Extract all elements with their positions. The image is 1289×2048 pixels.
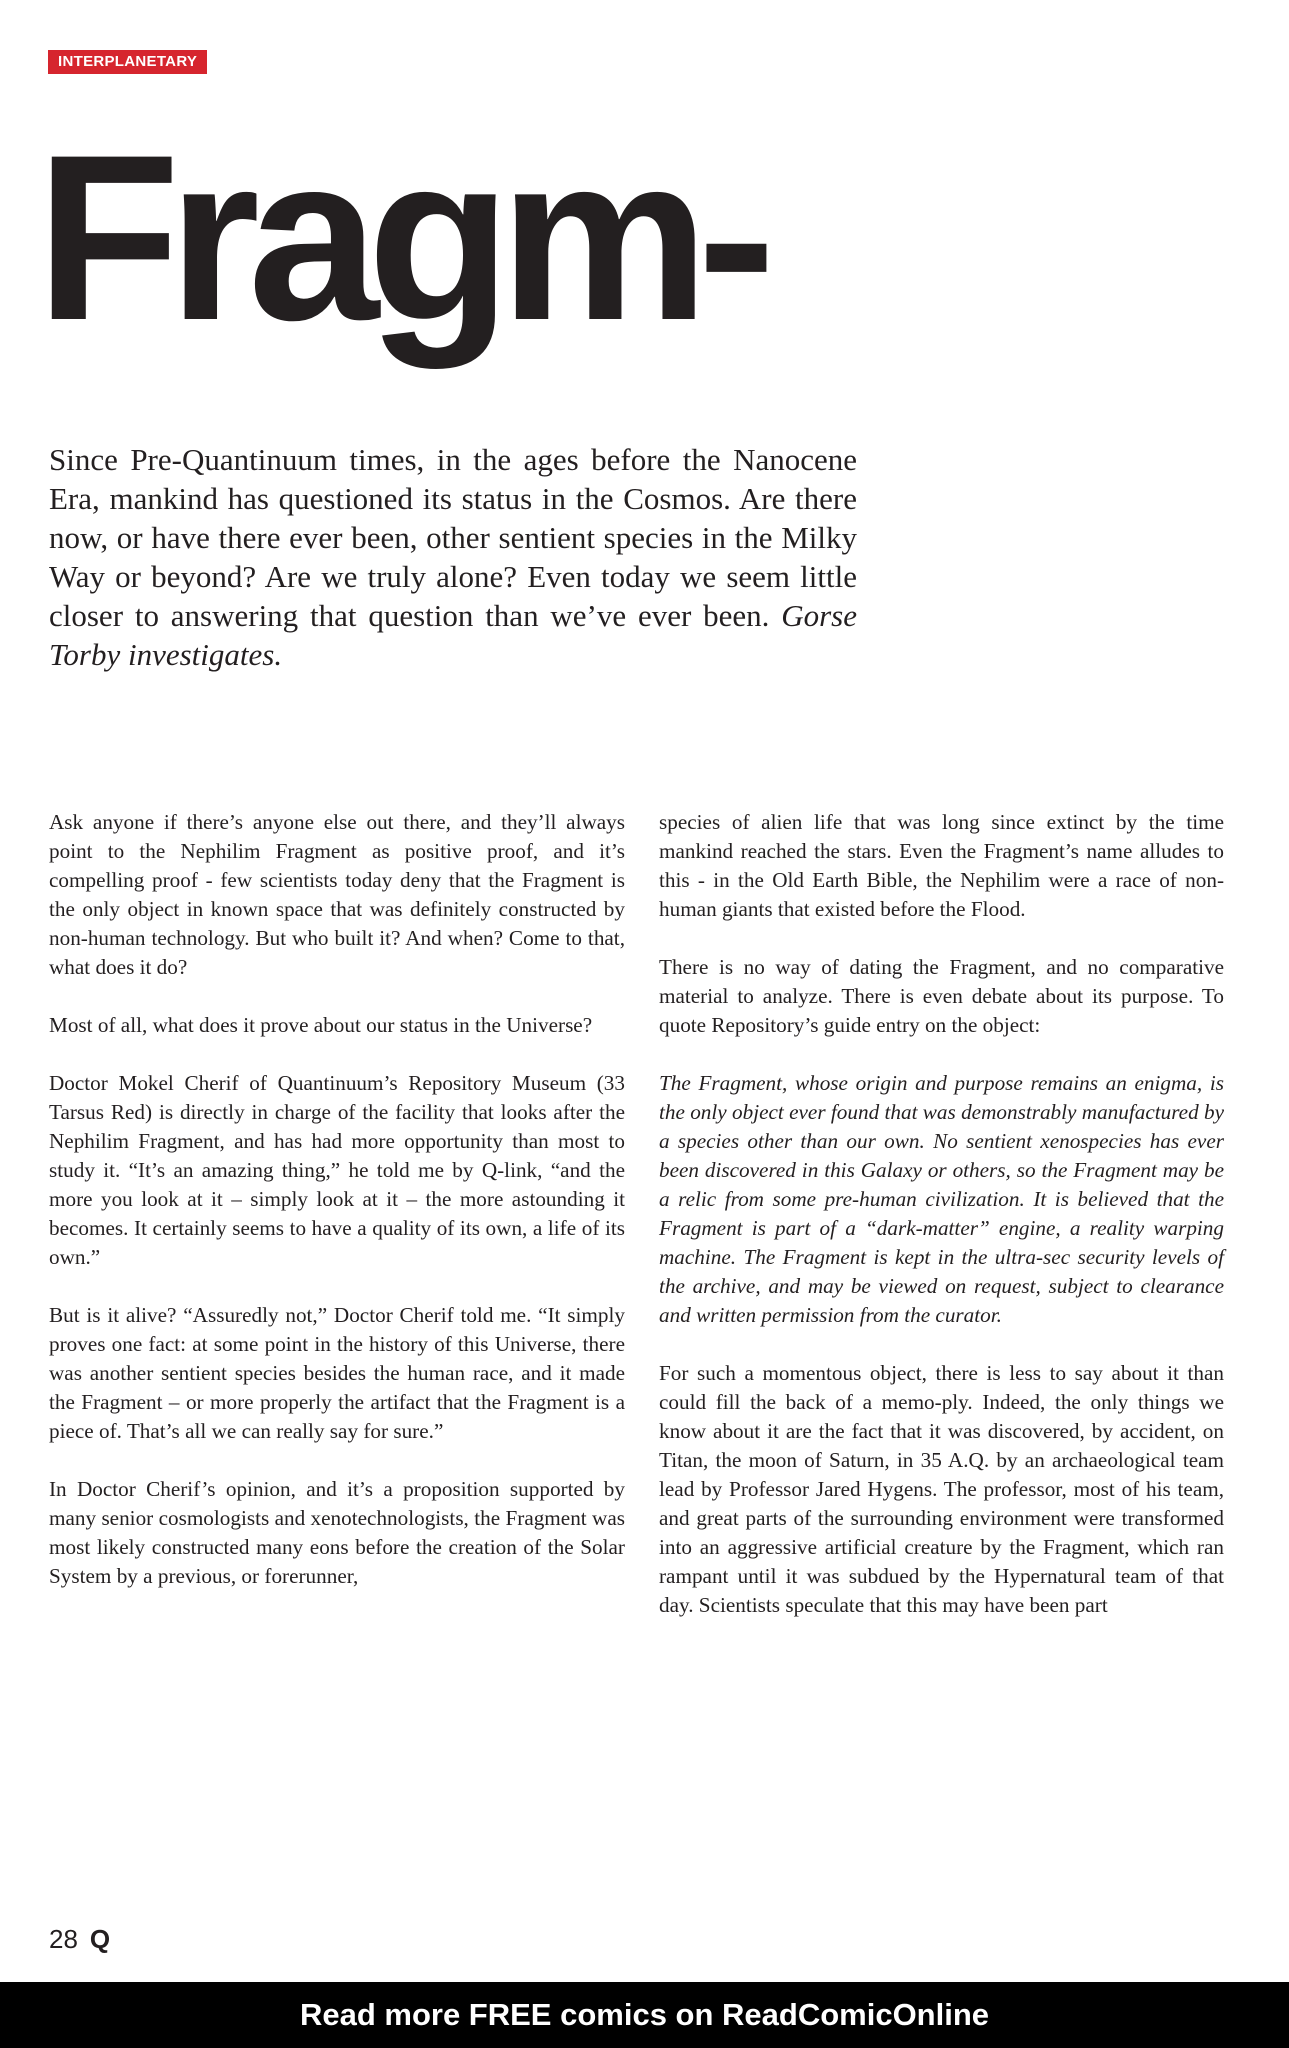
standfirst-text: Since Pre-Quantinuum times, in the ages before the Nanocene Era, mankind has questioned its status in the Cosmos. Are there now, or have there ever been, other sentient species in the Milky Way or beyond? Are we truly alone? Even today we seem little closer to answering that question than we’ve ever been. xyxy=(49,442,857,633)
article-column-left xyxy=(49,808,625,1620)
paragraph: Doctor Mokel Cherif of Quantinuum’s Repository Museum (33 Tarsus Red) is directly in charge of the facility that looks after the Nephilim Fragment, and has had more opportunity than most to study it. “It’s an amazing thing,” he told me by Q-link, “and the more you look at it – simply look at it – the more astounding it becomes. It certainly seems to have a quality of its own, a life of its own.” xyxy=(49,1071,625,1269)
paragraph: There is no way of dating the Fragment, and no comparative material to analyze. There is even debate about its purpose. To quote Repository’s guide entry on the object: xyxy=(659,955,1224,1037)
page-footer xyxy=(49,1922,110,1956)
page-number: 28 xyxy=(49,1924,78,1954)
paragraph: For such a momentous object, there is less to say about it than could fill the back of a memo-ply. Indeed, the only things we know about it are the fact that it was discovered, by accident, on Titan, the moon of Saturn, in 35 A.Q. by an archaeological team lead by Professor Jared Hygens. The professor, most of his team, and great parts of the surrounding environment were transformed into an aggressive artificial creature by the Fragment, which ran rampant until it was subdued by the Hypernatural team of that day. Scientists speculate that this may have been part xyxy=(659,1361,1224,1617)
magazine-logo: Q xyxy=(89,1924,111,1954)
standfirst xyxy=(49,440,857,674)
paragraph: species of alien life that was long since extinct by the time mankind reached the stars. Even the Fragment’s name alludes to this - in the Old Earth Bible, the Nephilim were a race of non-human giants that existed before the Flood. xyxy=(659,810,1224,921)
paragraph: Ask anyone if there’s anyone else out there, and they’ll always point to the Nephilim Fragment as positive proof, and it’s compelling proof - few scientists today deny that the Fragment is the only object in known space that was definitely constructed by non-human technology. But who built it? And when? Come to that, what does it do? xyxy=(49,810,625,979)
section-tag: INTERPLANETARY xyxy=(48,50,207,74)
paragraph: But is it alive? “Assuredly not,” Doctor Cherif told me. “It simply proves one fact: at some point in the history of this Universe, there was another sentient species besides the human race, and it made the Fragment – or more properly the artifact that the Fragment is a piece of. That’s all we can really say for sure.” xyxy=(49,1303,625,1443)
paragraph: Most of all, what does it prove about our status in the Universe? xyxy=(49,1013,593,1037)
guide-entry-quote: The Fragment, whose origin and purpose remains an enigma, is the only object ever found that was demonstrably manufactured by a species other than our own. No sentient xenospecies has ever been discovered in this Galaxy or others, so the Fragment may be a relic from some pre-human civilization. It is believed that the Fragment is part of a “dark-matter” engine, a reality warping machine. The Fragment is kept in the ultra-sec security levels of the archive, and may be viewed on request, subject to clearance and written permission from the curator. xyxy=(659,1071,1224,1327)
article-column-right xyxy=(659,808,1224,1649)
promo-banner[interactable]: Read more FREE comics on ReadComicOnline xyxy=(0,1982,1289,2048)
paragraph: In Doctor Cherif’s opinion, and it’s a proposition supported by many senior cosmologists and xenotechnologists, the Fragment was most likely constructed many eons before the creation of the Solar System by a previous, or forerunner, xyxy=(49,1477,625,1588)
byline: Gorse Torby investigates. xyxy=(49,598,857,672)
headline: Fragm- xyxy=(36,106,764,370)
